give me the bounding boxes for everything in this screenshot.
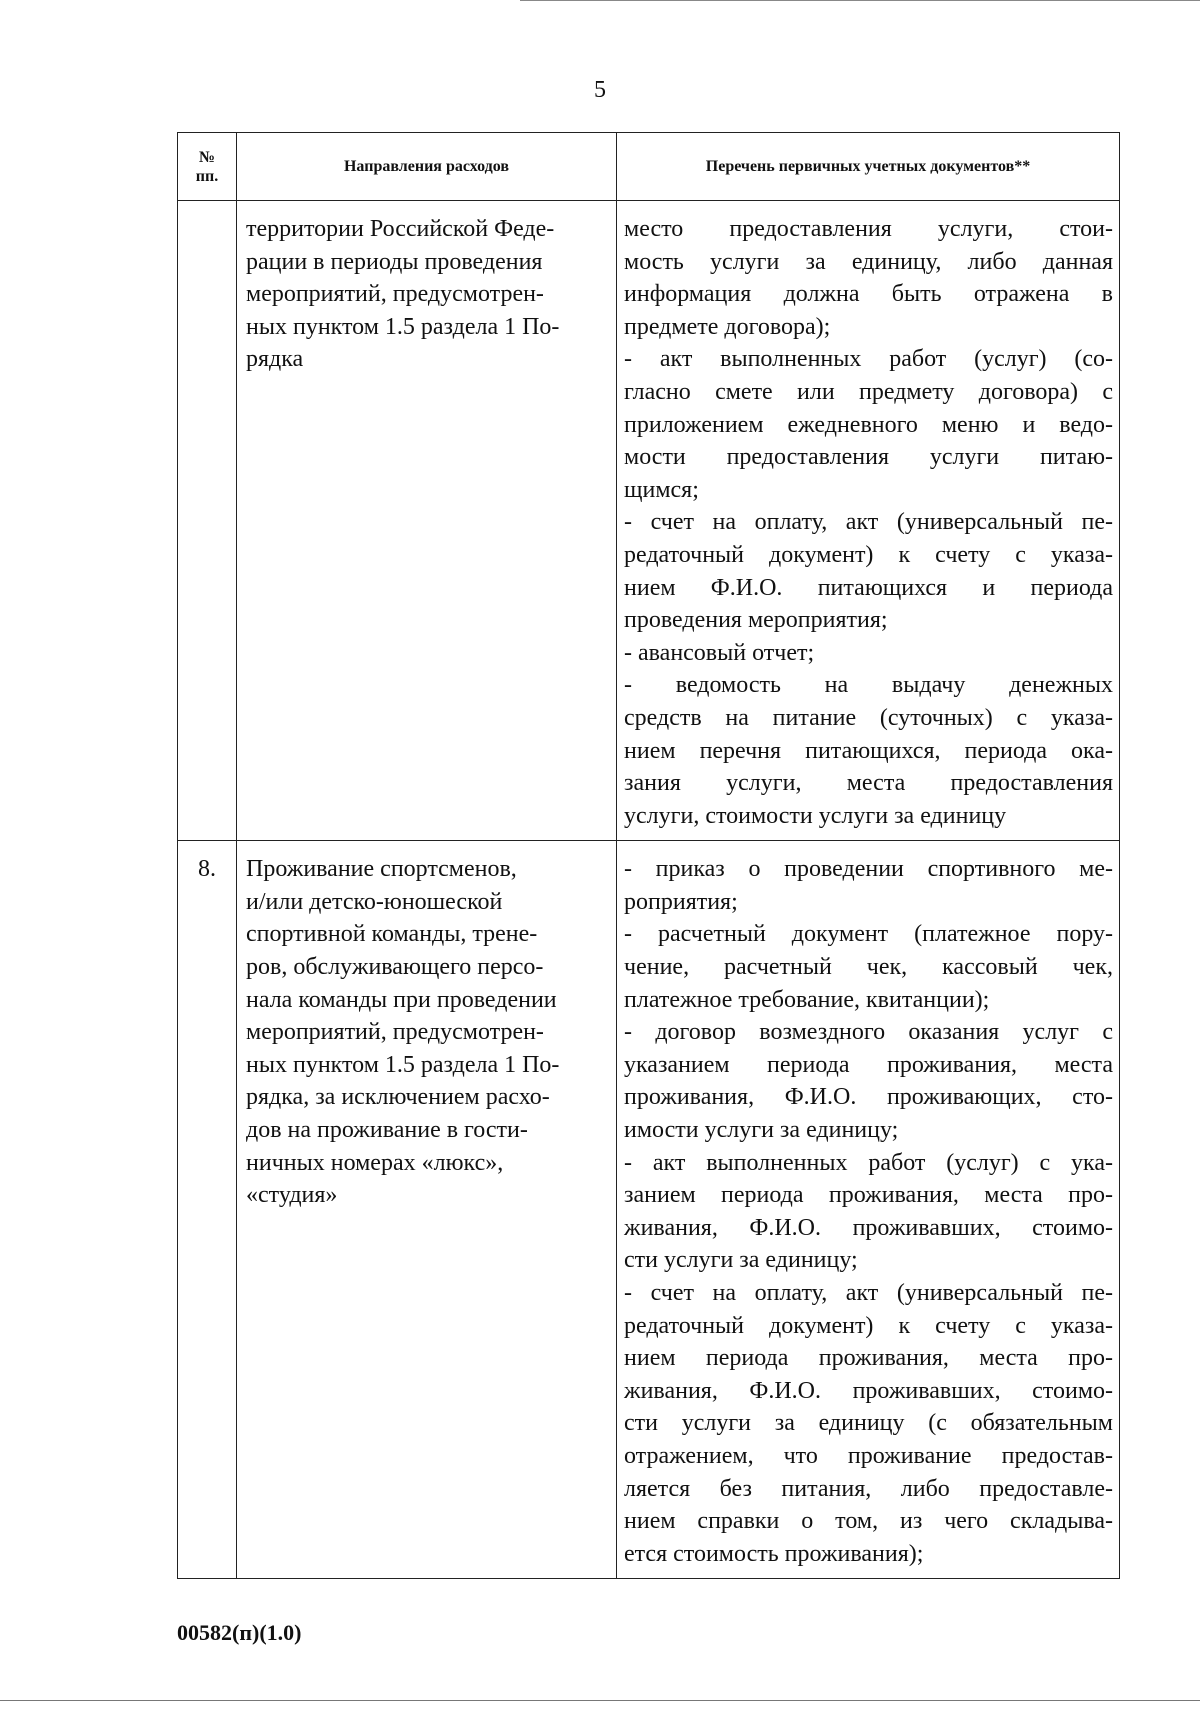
- text-line: - авансовый отчет;: [624, 639, 815, 666]
- text-line: место предоставления услуги, стои-: [624, 216, 1113, 242]
- text-line: сти услуги за единицу (с обязательным: [624, 1410, 1113, 1437]
- text-line: проживания, Ф.И.О. проживающих, сто-: [624, 1084, 1113, 1111]
- row-num-cell: [178, 841, 237, 1579]
- text-line: ных пунктом 1.5 раздела 1 По-: [246, 313, 560, 340]
- text-line: платежное требование, квитанции);: [624, 986, 990, 1013]
- text-line: рядка: [246, 346, 304, 373]
- text-line: предмете договора);: [624, 313, 831, 340]
- text-line: чение, расчетный чек, кассовый чек,: [624, 954, 1113, 981]
- text-line: ров, обслуживающего персо-: [246, 954, 544, 981]
- header-directions: Направления расходов: [237, 133, 617, 201]
- text-line: рядка, за исключением расхо-: [246, 1084, 550, 1111]
- text-line: - счет на оплату, акт (универсальный пе-: [624, 509, 1113, 536]
- text-line: редаточный документ) к счету с указа-: [624, 1312, 1113, 1339]
- text-line: ется стоимость проживания);: [624, 1540, 924, 1567]
- text-line: приложением ежедневного меню и ведо-: [624, 411, 1113, 438]
- text-line: гласно смете или предмету договора) с: [624, 378, 1113, 405]
- text-line: рации в периоды проведения: [246, 248, 543, 275]
- row-num: 8.: [198, 856, 216, 883]
- text-line: проведения мероприятия;: [624, 607, 888, 634]
- text-line: мероприятий, предусмотрен-: [246, 281, 544, 308]
- text-line: живания, Ф.И.О. проживавших, стоимо-: [624, 1377, 1113, 1404]
- text-line: имости услуги за единицу;: [624, 1117, 899, 1144]
- text-line: «студия»: [246, 1182, 338, 1209]
- text-line: ных пунктом 1.5 раздела 1 По-: [246, 1051, 560, 1078]
- text-line: - ведомость на выдачу денежных: [624, 672, 1113, 699]
- row-num: [178, 201, 236, 213]
- text-line: указанием периода проживания, места: [624, 1051, 1113, 1078]
- text-line: занием периода проживания, места про-: [624, 1182, 1113, 1209]
- text-line: информация должна быть отражена в: [624, 281, 1113, 308]
- scan-top-edge-line: [520, 0, 1200, 1]
- header-num-part: пп.: [195, 167, 219, 185]
- expenses-documents-table: [177, 132, 1120, 1579]
- text-line: средств на питание (суточных) с указа-: [624, 704, 1113, 731]
- documents-text: [617, 201, 1119, 840]
- row-num-cell: [178, 201, 237, 841]
- text-line: и/или детско-юношеской: [246, 888, 503, 915]
- text-line: редаточный документ) к счету с указа-: [624, 541, 1113, 568]
- scan-bottom-edge-line: [0, 1700, 1200, 1701]
- header-num: [178, 133, 237, 201]
- text-line: - приказ о проведении спортивного ме-: [624, 856, 1113, 883]
- text-line: нием перечня питающихся, периода ока-: [624, 737, 1113, 764]
- text-line: - расчетный документ (платежное пору-: [624, 921, 1113, 948]
- text-line: территории Российской Феде-: [246, 216, 555, 242]
- text-line: - акт выполненных работ (услуг) с ука-: [624, 1149, 1113, 1176]
- text-line: услуги, стоимости услуги за единицу: [624, 802, 1007, 829]
- text-line: мероприятий, предусмотрен-: [246, 1019, 544, 1046]
- documents-cell: [617, 841, 1120, 1579]
- text-line: спортивной команды, трене-: [246, 921, 538, 948]
- text-line: сти услуги за единицу;: [624, 1247, 858, 1274]
- table-row: [178, 841, 1120, 1579]
- page-number: 5: [594, 77, 606, 103]
- text-line: - акт выполненных работ (услуг) (со-: [624, 346, 1113, 373]
- direction-cell: [237, 841, 617, 1579]
- text-line: нала команды при проведении: [246, 986, 557, 1013]
- direction-text: [237, 841, 616, 1212]
- text-line: роприятия;: [624, 888, 738, 915]
- text-line: - счет на оплату, акт (универсальный пе-: [624, 1280, 1113, 1306]
- table-header-row: [178, 133, 1120, 201]
- text-line: дов на проживание в гости-: [246, 1117, 528, 1144]
- header-num-label: [196, 149, 218, 185]
- header-documents: Перечень первичных учетных документов**: [617, 133, 1120, 201]
- documents-cell: [617, 201, 1120, 841]
- text-line: Проживание спортсменов,: [246, 856, 517, 883]
- text-line: - договор возмездного оказания услуг с: [624, 1019, 1113, 1046]
- header-num-part: №: [198, 148, 216, 166]
- text-line: отражением, что проживание предостав-: [624, 1442, 1113, 1469]
- document-code: 00582(п)(1.0): [177, 1620, 302, 1645]
- text-line: ничных номерах «люкс»,: [246, 1149, 504, 1176]
- text-line: нием справки о том, из чего складыва-: [624, 1508, 1113, 1535]
- text-line: мости предоставления услуги питаю-: [624, 444, 1113, 471]
- text-line: зания услуги, места предоставления: [624, 770, 1113, 797]
- text-line: нием Ф.И.О. питающихся и периода: [624, 574, 1113, 601]
- text-line: нием периода проживания, места про-: [624, 1345, 1113, 1372]
- table-row: [178, 201, 1120, 841]
- text-line: ляется без питания, либо предоставле-: [624, 1475, 1113, 1502]
- direction-cell: [237, 201, 617, 841]
- text-line: живания, Ф.И.О. проживавших, стоимо-: [624, 1214, 1113, 1241]
- documents-text: [617, 841, 1119, 1578]
- text-line: щимся;: [624, 476, 699, 503]
- text-line: мость услуги за единицу, либо данная: [624, 248, 1113, 275]
- direction-text: [237, 201, 616, 376]
